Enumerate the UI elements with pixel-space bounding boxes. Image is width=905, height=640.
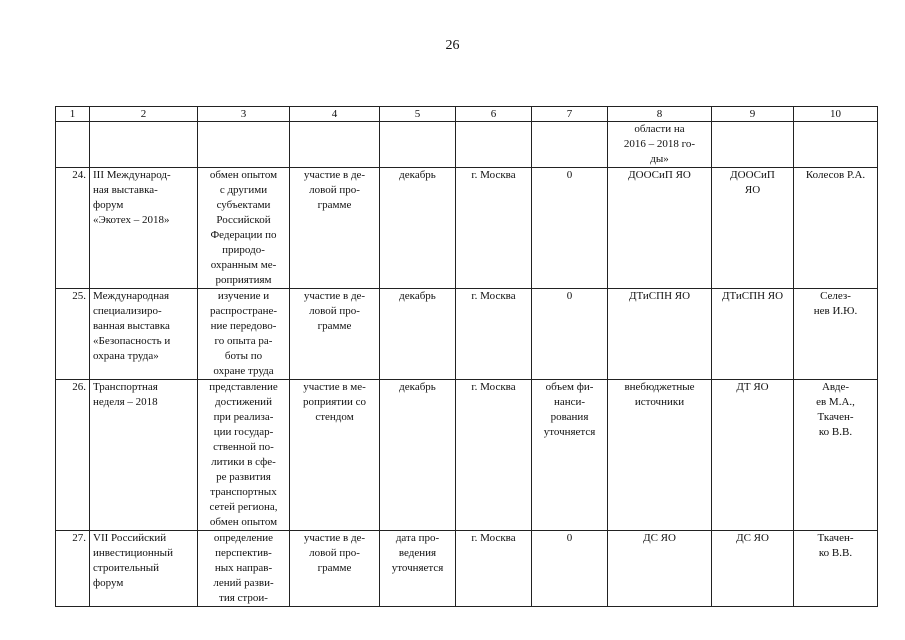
cell-empty bbox=[380, 122, 456, 168]
cell-event: III Международ- ная выставка- форум «Экотех – 2018» bbox=[90, 168, 198, 289]
cell-funding-source: ДООСиП ЯО bbox=[608, 168, 712, 289]
cell-empty bbox=[90, 122, 198, 168]
cell-executor: ДТ ЯО bbox=[712, 380, 794, 531]
cell-number: 27. bbox=[56, 531, 90, 607]
cell-empty bbox=[198, 122, 290, 168]
column-header: 5 bbox=[380, 107, 456, 122]
cell-executor: ДС ЯО bbox=[712, 531, 794, 607]
cell-funding-source: ДТиСПН ЯО bbox=[608, 289, 712, 380]
table-row bbox=[56, 380, 878, 531]
column-header: 3 bbox=[198, 107, 290, 122]
cell-cost: объем фи- нанси- рования уточняется bbox=[532, 380, 608, 531]
cell-funding-source: ДС ЯО bbox=[608, 531, 712, 607]
cell-goal: изучение и распростране- ние передово- го опыта ра- боты по охране труда bbox=[198, 289, 290, 380]
cell-place: г. Москва bbox=[456, 168, 532, 289]
column-header: 2 bbox=[90, 107, 198, 122]
cell-date: декабрь bbox=[380, 168, 456, 289]
cell-responsible: Ткачен- ко В.В. bbox=[794, 531, 878, 607]
cell-goal: определение перспектив- ных направ- лений разви- тия строи- bbox=[198, 531, 290, 607]
column-header: 8 bbox=[608, 107, 712, 122]
column-header: 7 bbox=[532, 107, 608, 122]
cell-number: 25. bbox=[56, 289, 90, 380]
cell-empty bbox=[794, 122, 878, 168]
cell-responsible: Авде- ев М.А., Ткачен- ко В.В. bbox=[794, 380, 878, 531]
table-row bbox=[56, 289, 878, 380]
cell-date: декабрь bbox=[380, 380, 456, 531]
cell-responsible: Селез- нев И.Ю. bbox=[794, 289, 878, 380]
cell-event: Транспортная неделя – 2018 bbox=[90, 380, 198, 531]
column-header: 9 bbox=[712, 107, 794, 122]
cell-participation-form: участие в ме- роприятии со стендом bbox=[290, 380, 380, 531]
cell-empty bbox=[532, 122, 608, 168]
cell-date: дата про- ведения уточняется bbox=[380, 531, 456, 607]
cell-place: г. Москва bbox=[456, 531, 532, 607]
table-row bbox=[56, 168, 878, 289]
cell-participation-form: участие в де- ловой про- грамме bbox=[290, 531, 380, 607]
cell-cost: 0 bbox=[532, 289, 608, 380]
column-header: 1 bbox=[56, 107, 90, 122]
cell-goal: представление достижений при реализа- ции государ- ственной по- литики в сфе- ре развития транспортных сетей региона, обмен опытом bbox=[198, 380, 290, 531]
table-row bbox=[56, 531, 878, 607]
column-number-row bbox=[56, 107, 878, 122]
continuation-row bbox=[56, 122, 878, 168]
cell-executor: ДООСиП ЯО bbox=[712, 168, 794, 289]
cell-empty bbox=[56, 122, 90, 168]
cell-empty bbox=[456, 122, 532, 168]
page-number: 26 bbox=[445, 38, 460, 53]
cell-participation-form: участие в де- ловой про- грамме bbox=[290, 289, 380, 380]
cell-number: 26. bbox=[56, 380, 90, 531]
cell-cost: 0 bbox=[532, 531, 608, 607]
cell-place: г. Москва bbox=[456, 380, 532, 531]
events-table bbox=[55, 106, 878, 607]
cell-date: декабрь bbox=[380, 289, 456, 380]
column-header: 4 bbox=[290, 107, 380, 122]
cell-funding-source: внебюджетные источники bbox=[608, 380, 712, 531]
cell-cost: 0 bbox=[532, 168, 608, 289]
cell-empty bbox=[712, 122, 794, 168]
column-header: 10 bbox=[794, 107, 878, 122]
cell-event: VII Российский инвестиционный строительный форум bbox=[90, 531, 198, 607]
cell-funding-source: области на 2016 – 2018 го- ды» bbox=[608, 122, 712, 168]
column-header: 6 bbox=[456, 107, 532, 122]
cell-event: Международная специализиро- ванная выставка «Безопасность и охрана труда» bbox=[90, 289, 198, 380]
cell-number: 24. bbox=[56, 168, 90, 289]
cell-participation-form: участие в де- ловой про- грамме bbox=[290, 168, 380, 289]
cell-executor: ДТиСПН ЯО bbox=[712, 289, 794, 380]
cell-goal: обмен опытом с другими субъектами Российской Федерации по природо- охранным ме- роприятиям bbox=[198, 168, 290, 289]
cell-empty bbox=[290, 122, 380, 168]
cell-place: г. Москва bbox=[456, 289, 532, 380]
cell-responsible: Колесов Р.А. bbox=[794, 168, 878, 289]
